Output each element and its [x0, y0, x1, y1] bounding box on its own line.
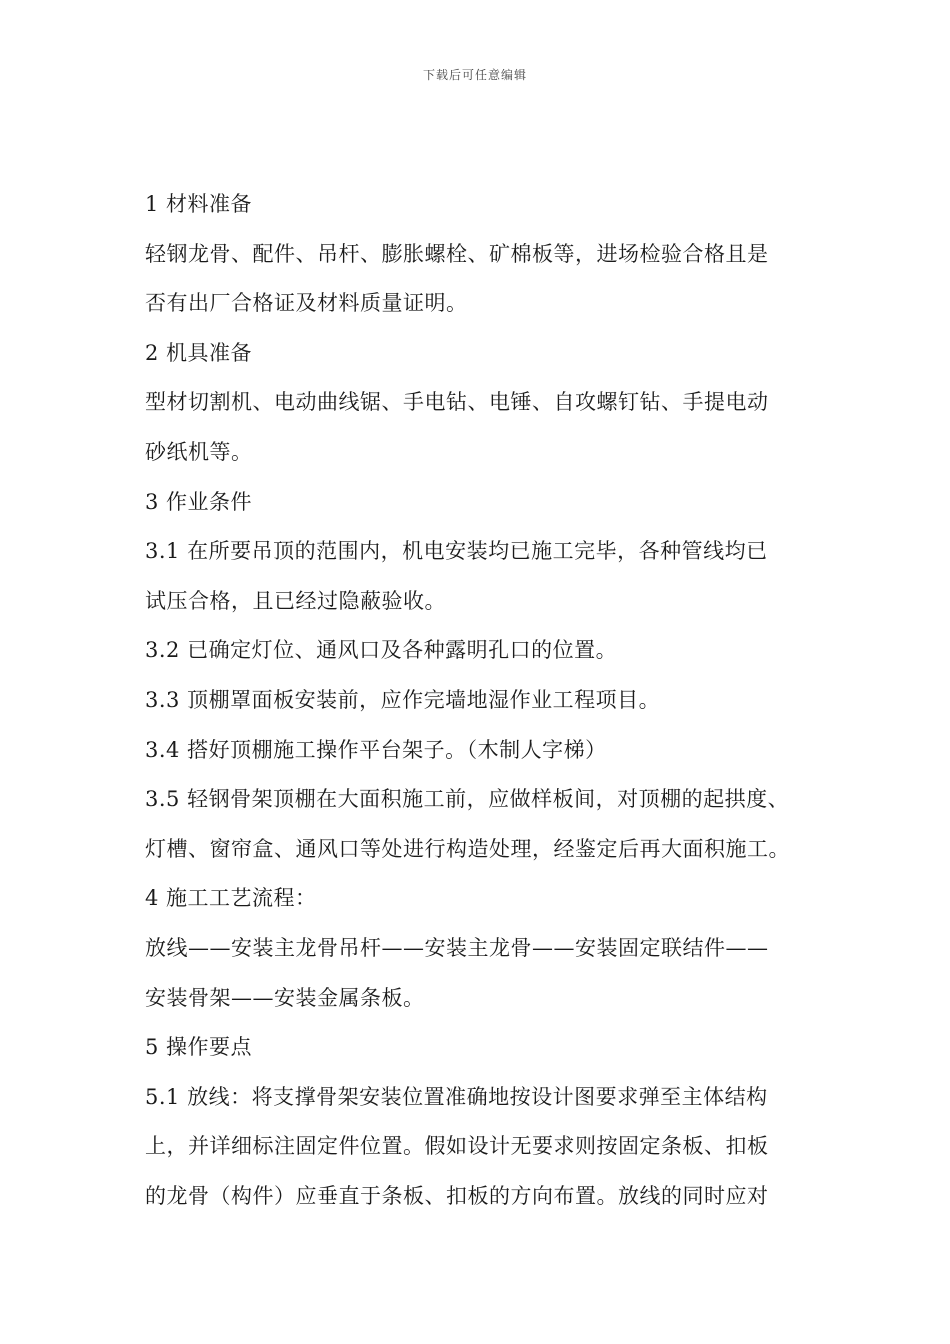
page-header-note: 下载后可任意编辑	[422, 68, 527, 82]
section-heading-conditions: 3 作业条件	[145, 489, 253, 514]
paragraph-line: 5.1 放线：将支撑骨架安装位置准确地按设计图要求弹至主体结构	[145, 1084, 768, 1109]
paragraph-line: 放线——安装主龙骨吊杆——安装主龙骨——安装固定联结件——	[145, 935, 769, 960]
paragraph-line: 3.3 顶棚罩面板安装前，应作完墙地湿作业工程项目。	[145, 687, 661, 712]
section-heading-key-points: 5 操作要点	[145, 1035, 253, 1060]
paragraph-line: 3.5 轻钢骨架顶棚在大面积施工前，应做样板间，对顶棚的起拱度、	[145, 787, 790, 812]
section-heading-materials: 1 材料准备	[145, 192, 253, 216]
paragraph-line: 试压合格，且已经过隐蔽验收。	[145, 588, 446, 613]
paragraph-line: 的龙骨（构件）应垂直于条板、扣板的方向布置。放线的同时应对	[145, 1183, 769, 1208]
section-heading-tools: 2 机具准备	[145, 340, 253, 365]
paragraph-line: 砂纸机等。	[145, 439, 253, 464]
paragraph-line: 型材切割机、电动曲线锯、手电钻、电锤、自攻螺钉钻、手提电动	[145, 390, 769, 415]
paragraph-line: 否有出厂合格证及材料质量证明。	[145, 291, 468, 316]
document-body	[145, 180, 815, 1221]
paragraph-line: 上，并详细标注固定件位置。假如设计无要求则按固定条板、扣板	[145, 1134, 769, 1159]
section-heading-process-flow: 4 施工工艺流程：	[145, 886, 317, 911]
paragraph-line: 3.2 已确定灯位、通风口及各种露明孔口的位置。	[145, 638, 618, 663]
paragraph-line: 3.4 搭好顶棚施工操作平台架子。（木制人字梯）	[145, 737, 607, 762]
paragraph-line: 安装骨架——安装金属条板。	[145, 985, 425, 1010]
paragraph-line: 灯槽、窗帘盒、通风口等处进行构造处理，经鉴定后再大面积施工。	[145, 836, 790, 861]
paragraph-line: 3.1 在所要吊顶的范围内，机电安装均已施工完毕，各种管线均已	[145, 539, 768, 564]
paragraph-line: 轻钢龙骨、配件、吊杆、膨胀螺栓、矿棉板等，进场检验合格且是	[145, 241, 769, 266]
